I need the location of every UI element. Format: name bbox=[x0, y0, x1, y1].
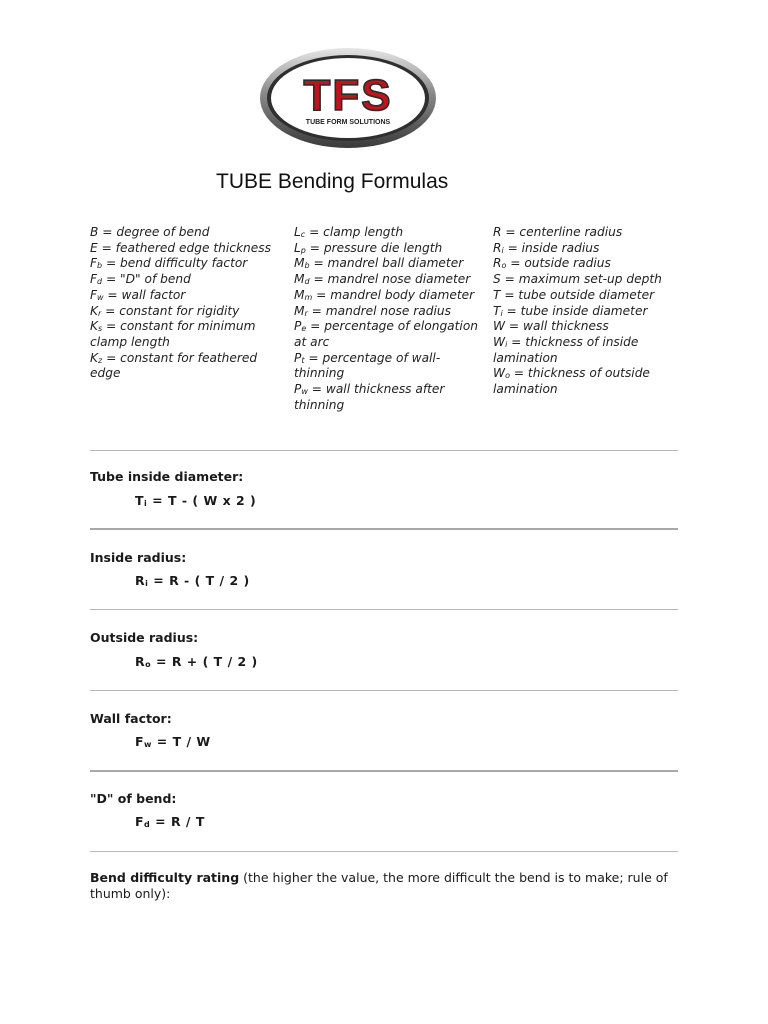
definition-item: $M_b$ = mandrel ball diameter bbox=[294, 256, 464, 271]
definition-item: $P_w$ = wall thickness after thinning bbox=[294, 382, 445, 412]
formula-tube-inside-diameter: $T_i = T$ - ( W x 2 ) bbox=[135, 493, 257, 508]
formula-d-of-bend: $F_d = R / T$ bbox=[135, 814, 205, 829]
definitions-column-2 bbox=[294, 225, 480, 413]
formula-inside-radius: $R_i = R$ - ( T / 2 ) bbox=[135, 573, 250, 588]
definition-item: $K_z$ = constant for feathered edge bbox=[90, 350, 258, 381]
definition-item: $R_i$ = inside radius bbox=[493, 240, 600, 255]
page-title: TUBE Bending Formulas bbox=[216, 170, 449, 193]
bend-difficulty-rating bbox=[90, 870, 690, 902]
definitions-column-1 bbox=[90, 225, 284, 382]
section-divider bbox=[90, 528, 678, 530]
section-label-d-of-bend: "D" of bend: bbox=[90, 791, 177, 806]
definition-item: $L_p$ = pressure die length bbox=[294, 240, 443, 255]
formula-outside-radius: $R_o = R$ + ( T / 2 ) bbox=[135, 654, 258, 669]
definition-item: W = wall thickness bbox=[493, 319, 609, 334]
definition-item: $L_c$ = clamp length bbox=[294, 225, 404, 239]
definition-item: $P_e$ = percentage of elongation at arc bbox=[294, 319, 479, 349]
section-divider bbox=[90, 450, 678, 451]
bend-rating-label: Bend difficulty rating bbox=[90, 870, 240, 885]
definition-item: B = degree of bend bbox=[90, 225, 210, 239]
tfs-logo bbox=[258, 46, 438, 150]
section-divider bbox=[90, 609, 678, 610]
definitions-column-3 bbox=[493, 225, 679, 398]
definition-item: R = centerline radius bbox=[493, 225, 623, 239]
section-divider bbox=[90, 851, 678, 852]
section-divider bbox=[90, 690, 678, 691]
definition-item: T = tube outside diameter bbox=[493, 287, 655, 302]
logo-tagline: TUBE FORM SOLUTIONS bbox=[305, 119, 391, 126]
definition-item: $F_d$ = "D" of bend bbox=[90, 272, 191, 287]
definition-item: $M_d$ = mandrel nose diameter bbox=[294, 272, 471, 287]
bend-rating-note: (the higher the value, the more difficult the bend is to make; rule of thumb only): bbox=[90, 870, 668, 901]
section-label-outside-radius: Outside radius: bbox=[90, 630, 199, 645]
definition-item: $F_w$ = wall factor bbox=[90, 287, 186, 302]
section-label-wall-factor: Wall factor: bbox=[90, 711, 172, 726]
definition-item: $T_i$ = tube inside diameter bbox=[493, 303, 648, 318]
definition-item: S = maximum set-up depth bbox=[493, 272, 662, 287]
definition-item: $W_o$ = thickness of outside lamination bbox=[493, 366, 650, 397]
section-label-inside-radius: Inside radius: bbox=[90, 550, 187, 565]
definition-item: $M_r$ = mandrel nose radius bbox=[294, 303, 451, 318]
definition-item: $F_b$ = bend difficulty factor bbox=[90, 256, 248, 271]
formula-wall-factor: $F_w = T / W$ bbox=[135, 734, 211, 749]
definition-item: $M_m$ = mandrel body diameter bbox=[294, 287, 475, 302]
definition-item: E = feathered edge thickness bbox=[90, 240, 271, 255]
definition-item: $K_r$ = constant for rigidity bbox=[90, 303, 240, 318]
section-label-tube-inside-diameter: Tube inside diameter: bbox=[90, 469, 244, 484]
definition-item: $K_s$ = constant for minimum clamp length bbox=[90, 319, 256, 349]
definition-item: $R_o$ = outside radius bbox=[493, 256, 611, 271]
section-divider bbox=[90, 770, 678, 772]
logo-letters: TFS bbox=[303, 71, 393, 120]
definition-item: $P_t$ = percentage of wall-thinning bbox=[294, 350, 441, 381]
definition-item: $W_i$ = thickness of inside lamination bbox=[493, 334, 639, 365]
